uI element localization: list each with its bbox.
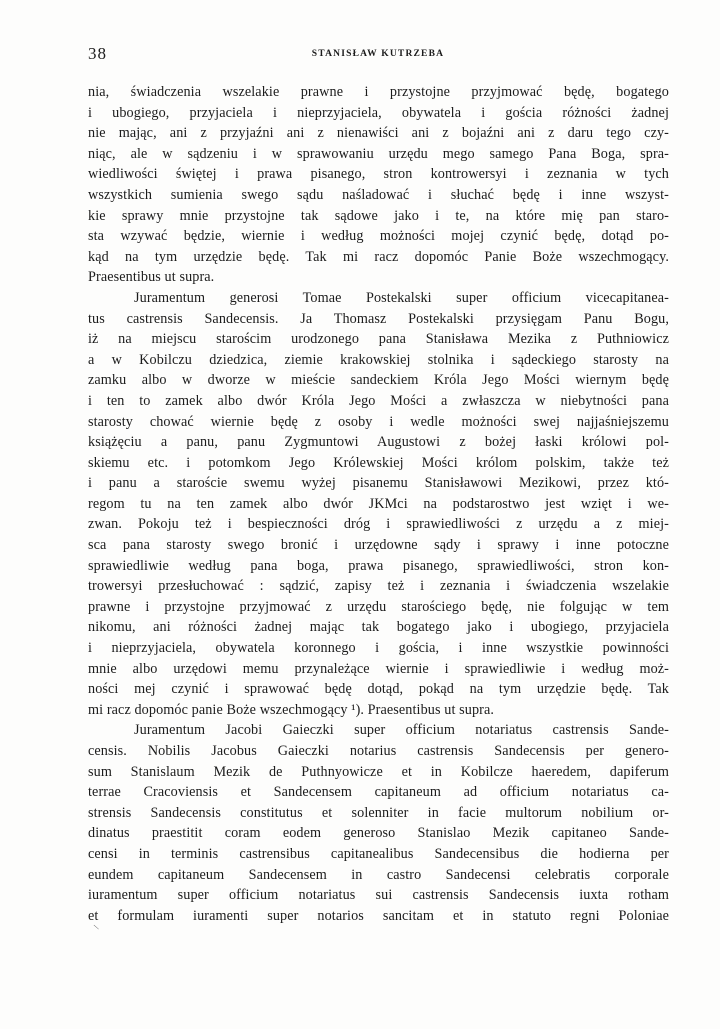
page-number: 38 — [88, 44, 107, 63]
text-line: ności mej czynić i sprawować będę dotąd, pokąd na tym urzędzie będę. Tak — [88, 681, 669, 698]
text-line: zamku albo w dworze w mieście sandeckiem Króla Jego Mości wiernym będę — [88, 372, 669, 389]
text-line: sca pana starosty swego bronić i urzędowne sądy i sprawy i inne potoczne — [88, 537, 669, 554]
text-line: nia, świadczenia wszelakie prawne i przystojne przyjmować będę, bogatego — [88, 84, 669, 100]
text-line: dinatus praestitit coram eodem generoso Stanislao Mezik capitaneo Sande- — [88, 825, 669, 842]
text-line: regom tu na ten zamek albo dwór JKMci na podstarostwo jest wzięt i we- — [88, 495, 669, 512]
text-line: skiemu etc. i potomkom Jego Królewskiej Mości królom polskim, także też — [88, 454, 669, 471]
text-line: Praesentibus ut supra. — [88, 269, 215, 286]
text-line: sprawiedliwie według pana boga, prawa pisanego, sprawiedliwości, stron kon- — [88, 557, 669, 574]
text-line: censi in terminis castrensibus capitanealibus Sandecensibus die hodierna per — [88, 845, 669, 862]
text-line: sum Stanislaum Mezik de Puthnyowicze et in Kobilcze haeredem, dapiferum — [88, 763, 669, 780]
text-line: zwan. Pokoju też i bespieczności dróg i sprawiedliwości z urzędu a z miej- — [88, 516, 669, 533]
text-line: tus castrensis Sandecensis. Ja Thomasz Postekalski przysięgam Panu Bogu, — [88, 310, 669, 327]
text-line: iuramentum super officium notariatus sui castrensis Sandecensis iuxta rotham — [88, 887, 669, 904]
body-text — [88, 82, 669, 926]
text-line: terrae Cracoviensis et Sandecensem capitaneum ad officium notariatus ca- — [88, 784, 669, 801]
text-line: niąc, ale w sądzeniu i w sprawowaniu urzędu mego samego Pana Boga, spra- — [88, 145, 669, 162]
scan-mark: \ — [92, 922, 100, 932]
running-head: STANISŁAW KUTRZEBA — [311, 49, 445, 59]
text-line: eundem capitaneum Sandecensem in castro Sandecensi celebratis corporale — [88, 866, 669, 883]
text-line: nie mając, ani z przyjaźni ani z nienawiści ani z bojaźni ani z daru tego czy- — [88, 125, 669, 142]
text-line: kąd na tym urzędzie będę. Tak mi racz dopomóc Panie Boże wszechmogący. — [88, 248, 669, 265]
text-line: Juramentum Jacobi Gaieczki super officium notariatus castrensis Sande- — [134, 722, 669, 739]
text-line: książęciu a panu, panu Zygmuntowi Augustowi z bożej łaski królowi pol- — [88, 434, 669, 451]
text-line: mi racz dopomóc panie Boże wszechmogący ¹). Praesentibus ut supra. — [88, 701, 495, 718]
page-header — [88, 44, 668, 64]
text-line: a w Kobilczu dziedzica, ziemie krakowskiej stolnika i sądeckiego starosty na — [88, 351, 669, 368]
text-line: i nieprzyjaciela, obywatela koronnego i gościa, i inne wszystkie powinności — [88, 640, 669, 657]
text-line: Juramentum generosi Tomae Postekalski super officium vicecapitanea- — [134, 289, 669, 306]
text-line: strensis Sandecensis constitutus et solenniter in facie multorum nobilium or- — [88, 804, 669, 821]
text-line: wiedliwości świętej i prawa pisanego, stron kontrowersyi i zeznania w tych — [88, 166, 669, 183]
text-line: iż na miejscu starościm urodzonego pana Stanisława Mezika z Puthniowicz — [88, 331, 669, 348]
text-line: prawne i przystojne przyjmować z urzędu starościego będę, nie folgując w tem — [88, 598, 669, 615]
text-line: trowersyi przesłuchować : sądzić, zapisy też i zeznania i świadczenia wszelakie — [88, 578, 669, 595]
text-line: i ubogiego, przyjaciela i nieprzyjaciela, obywatela i gościa różności żadnej — [88, 104, 669, 121]
text-line: censis. Nobilis Jacobus Gaieczki notarius castrensis Sandecensis per genero- — [88, 743, 669, 759]
text-line: et formulam iuramenti super notarios sancitam et in statuto regni Poloniae — [88, 907, 669, 924]
text-line: mnie albo urzędowi memu przynależące wiernie i sprawiedliwie i według moż- — [88, 660, 669, 677]
text-line: kie sprawy mnie przystojne tak sądowe jako i te, na które mię pan staro- — [88, 207, 669, 224]
text-line: i panu a staroście swemu wyżej pisanemu Stanisławowi Mezikowi, przez któ- — [88, 475, 669, 492]
text-line: i ten to zamek albo dwór Króla Jego Mości a zwłaszcza w niebytności pana — [88, 392, 669, 409]
text-line: sta wzywać będzie, wiernie i według możności mojej czynić będę, dotąd po- — [88, 228, 669, 245]
text-line: starosty chować wiernie będę z osoby i wedle możności swej najjaśniejszemu — [88, 413, 669, 430]
text-line: nikomu, ani różności żadnej mając tak bogatego jako i ubogiego, przyjaciela — [88, 619, 669, 636]
text-line: wszystkich sumienia swego sądu naśladować i słuchać będę i inne wszyst- — [88, 186, 669, 203]
